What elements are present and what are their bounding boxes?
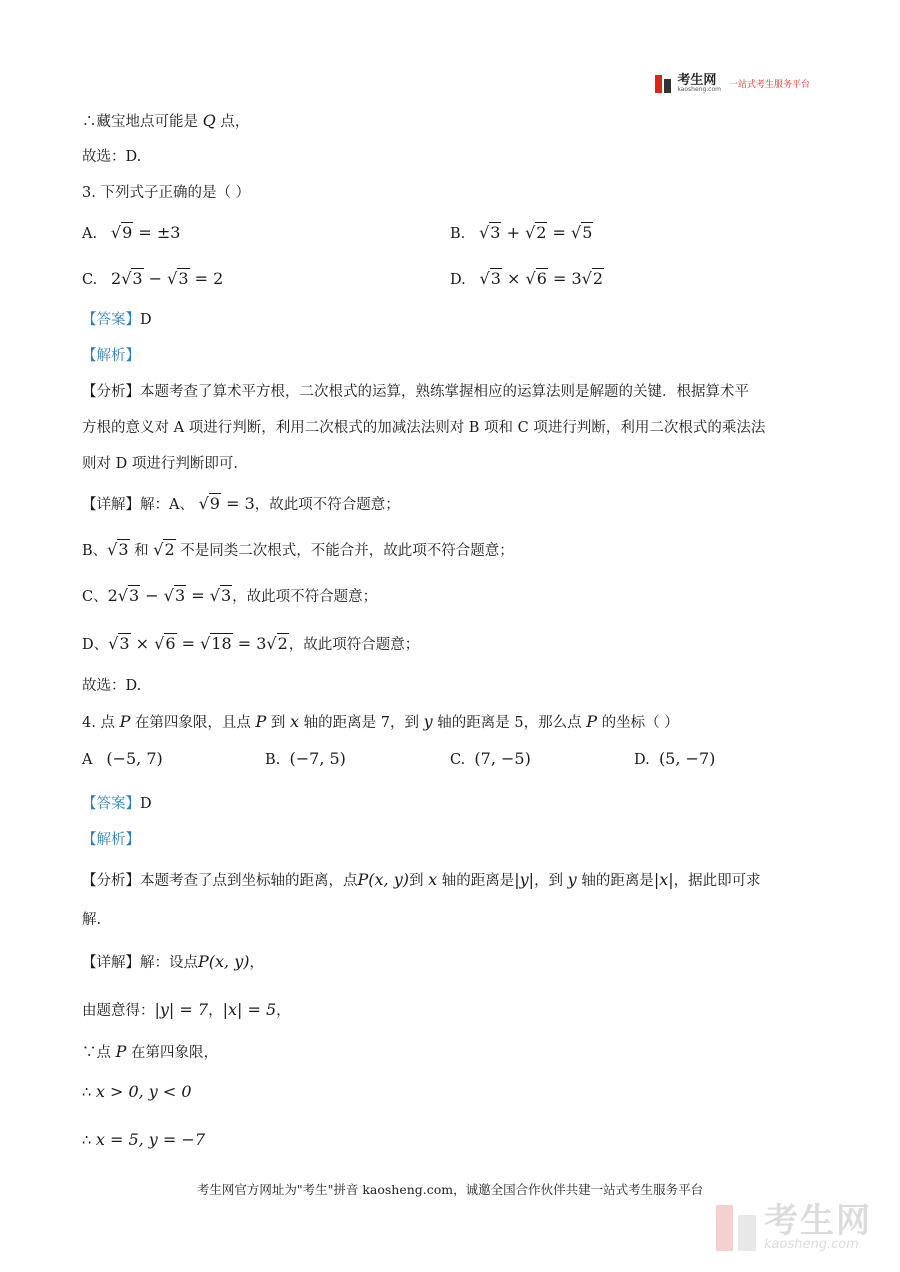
- text: 和: [129, 543, 154, 559]
- text: ∴: [82, 1085, 96, 1101]
- q3-option-a: [82, 222, 180, 245]
- option-label: C.: [450, 752, 466, 768]
- text: ，到: [534, 873, 568, 889]
- radicand: 2: [536, 223, 547, 242]
- analysis-line: [82, 870, 761, 891]
- text: ，故此项不符合题意；: [254, 497, 400, 513]
- text-line: 故选：D.: [82, 149, 142, 165]
- header-slogan: 一站式考生服务平台: [728, 80, 810, 90]
- math: +: [501, 223, 526, 242]
- analysis-tag: 【解析】: [82, 832, 140, 848]
- radicand: 2: [592, 269, 604, 288]
- q4-option-d: [634, 748, 715, 771]
- radicand: 3: [220, 586, 232, 605]
- text: ，: [276, 1003, 291, 1019]
- detail-tag: 【详解】: [82, 955, 140, 971]
- math-expr: √9 = ±3: [110, 223, 181, 242]
- math: =: [186, 586, 210, 605]
- math-expr: √3 × √6 = √18 = 3√2: [108, 634, 288, 653]
- text: 本题考查了算术平方根，二次根式的运算，熟练掌握相应的运算法则是解题的关键．根据算术平: [140, 384, 749, 400]
- math-expr: √3 × √6 = 3√2: [479, 269, 604, 288]
- option-label: B.: [265, 752, 281, 768]
- analysis-line: 解.: [82, 912, 102, 928]
- detail-line: [82, 1082, 192, 1103]
- text: 本题考查了点到坐标轴的距离，点: [140, 873, 358, 889]
- text-line: 故选：D.: [82, 678, 142, 694]
- radicand: 3: [174, 586, 186, 605]
- radicand: 2: [277, 634, 288, 653]
- math-expr: |y| = 7: [154, 1000, 209, 1019]
- q3-option-b: [450, 222, 593, 245]
- math: −: [143, 269, 168, 288]
- option-label: C.: [82, 272, 98, 288]
- math-expr: (x, y): [368, 870, 409, 889]
- watermark: [716, 1201, 872, 1252]
- math-var: P: [119, 712, 131, 731]
- text: 轴的距离是: [437, 873, 515, 889]
- math: ×: [130, 634, 155, 653]
- q3-option-d: [450, 268, 604, 291]
- option-value: (−7, 5): [289, 749, 346, 768]
- q4-option-a: [82, 748, 163, 771]
- option-label: B.: [450, 226, 466, 242]
- detail-line-a: [82, 494, 400, 515]
- math: −: [140, 586, 164, 605]
- analysis-line: [82, 382, 749, 402]
- option-label: A: [82, 752, 93, 768]
- radicand: 3: [129, 586, 140, 605]
- option-label: D.: [450, 272, 466, 288]
- math-var: x: [290, 712, 300, 731]
- math: = 3: [232, 634, 267, 653]
- text: 在第四象限，且点: [130, 715, 256, 731]
- text: ，故此项不符合题意；: [232, 589, 378, 605]
- math: ×: [501, 269, 526, 288]
- answer-line: [82, 310, 152, 330]
- analysis-heading: [82, 830, 140, 850]
- option-label: A.: [82, 226, 98, 242]
- math: = ±3: [138, 223, 181, 242]
- q4-option-c: [450, 748, 531, 771]
- text: ∴: [82, 1133, 96, 1149]
- text: ∴藏宝地点可能是: [82, 114, 203, 130]
- answer-value: D: [140, 312, 152, 328]
- radicand: 6: [536, 269, 547, 288]
- math-var: y: [567, 870, 577, 889]
- question-3: 3. 下列式子正确的是（ ）: [82, 185, 251, 201]
- math-expr: √3 + √2 = √5: [479, 223, 593, 242]
- math-expr: 2√3 − √3 = 2: [111, 269, 224, 288]
- math: = 2: [189, 269, 224, 288]
- radicand: 3: [118, 540, 129, 559]
- detail-line-d: [82, 634, 419, 655]
- text: 的坐标（ ）: [597, 715, 679, 731]
- math-var: P: [255, 712, 267, 731]
- text: D、: [82, 637, 109, 653]
- text: C、: [82, 589, 108, 605]
- math-var: x: [428, 870, 438, 889]
- analysis-tag: 【解析】: [82, 348, 140, 364]
- q3-option-c: [82, 268, 223, 291]
- radicand: 5: [582, 223, 593, 242]
- brand-en: kaosheng.com: [677, 86, 721, 93]
- text: 解：A、: [140, 497, 194, 513]
- detail-line: [82, 1042, 218, 1063]
- math-expr: √3: [107, 540, 129, 559]
- math: 2: [107, 586, 118, 605]
- math-var: P: [586, 712, 597, 731]
- detail-line-c: [82, 586, 377, 607]
- radicand: 9: [209, 494, 220, 513]
- text: 轴的距离是: [576, 873, 654, 889]
- math-var: Q: [202, 111, 216, 130]
- analysis-line: 则对 D 项进行判断即可.: [82, 456, 238, 472]
- math-var: P: [357, 870, 369, 889]
- analysis-sub-tag: 【分析】: [82, 384, 140, 400]
- radicand: 3: [132, 269, 143, 288]
- math-expr: |y|: [514, 870, 535, 889]
- text: 由题意得：: [82, 1003, 155, 1019]
- watermark-en: kaosheng.com: [764, 1237, 859, 1252]
- analysis-heading: [82, 346, 140, 366]
- q4-option-b: [265, 748, 346, 771]
- math-var: P: [198, 952, 209, 971]
- math: =: [176, 634, 201, 653]
- answer-line: [82, 794, 152, 814]
- brand-cn: 考生网: [677, 73, 717, 88]
- text: 轴的距离是 5，那么点: [432, 715, 587, 731]
- detail-tag: 【详解】: [82, 497, 140, 513]
- watermark-logo-icon: [716, 1205, 756, 1251]
- math: = 3: [547, 269, 582, 288]
- text: 在第四象限，: [126, 1045, 218, 1061]
- analysis-sub-tag: 【分析】: [82, 873, 140, 889]
- analysis-line: 方根的意义对 A 项进行判断，利用二次根式的加减法法则对 B 项和 C 项进行判断，利用二次根式的乘法法: [82, 420, 766, 436]
- math-var: y: [423, 712, 433, 731]
- text: 轴的距离是 7，到: [299, 715, 424, 731]
- brand-text: [677, 74, 721, 93]
- text: ，: [249, 955, 264, 971]
- text: ∵点: [82, 1045, 116, 1061]
- option-value: (5, −7): [658, 749, 716, 768]
- math-expr: x = 5, y = −7: [95, 1130, 205, 1149]
- math-var: P: [115, 1042, 127, 1061]
- header-brand: [655, 74, 810, 93]
- text: ，: [208, 1003, 223, 1019]
- option-value: (7, −5): [474, 749, 531, 768]
- math-expr: √9 = 3: [198, 494, 255, 513]
- detail-line: [82, 1130, 205, 1151]
- text: 到: [266, 715, 291, 731]
- detail-line-b: [82, 540, 514, 561]
- math: 2: [111, 269, 122, 288]
- text: 不是同类二次根式，不能合并，故此项不符合题意；: [175, 543, 514, 559]
- text-line: [82, 111, 249, 132]
- math-expr: |x| = 5: [222, 1000, 277, 1019]
- radicand: 3: [178, 269, 189, 288]
- radicand: 2: [164, 540, 175, 559]
- radicand: 3: [490, 269, 501, 288]
- question-4: [82, 712, 679, 733]
- detail-line: [82, 1000, 291, 1021]
- radicand: 18: [211, 634, 232, 653]
- math-expr: (x, y): [208, 952, 250, 971]
- watermark-cn: 考生网: [764, 1201, 872, 1241]
- radicand: 3: [490, 223, 501, 242]
- answer-value: D: [140, 796, 152, 812]
- answer-tag: 【答案】: [82, 796, 140, 812]
- text: 点，: [215, 114, 250, 130]
- text: ，据此即可求: [673, 873, 761, 889]
- text: B、: [82, 543, 108, 559]
- radicand: 3: [119, 634, 130, 653]
- radicand: 6: [165, 634, 176, 653]
- answer-tag: 【答案】: [82, 312, 140, 328]
- math-expr: |x|: [653, 870, 674, 889]
- option-value: (−5, 7): [106, 749, 163, 768]
- text: 4. 点: [82, 715, 120, 731]
- math-expr: x > 0, y < 0: [95, 1082, 192, 1101]
- math: = 3: [220, 494, 255, 513]
- detail-line: [82, 952, 264, 973]
- text: 解：设点: [140, 955, 198, 971]
- radicand: 9: [122, 223, 133, 242]
- kaosheng-logo-icon: [655, 75, 671, 93]
- watermark-text: [764, 1201, 872, 1252]
- text: ，故此项符合题意；: [288, 637, 420, 653]
- option-label: D.: [634, 752, 650, 768]
- math-expr: 2√3 − √3 = √3: [107, 586, 232, 605]
- page-footer: 考生网官方网址为"考生"拼音 kaosheng.com，诚邀全国合作伙伴共建一站式考生服务平台: [196, 1182, 704, 1197]
- math-expr: √2: [153, 540, 175, 559]
- math: =: [547, 223, 572, 242]
- text: 到: [408, 873, 429, 889]
